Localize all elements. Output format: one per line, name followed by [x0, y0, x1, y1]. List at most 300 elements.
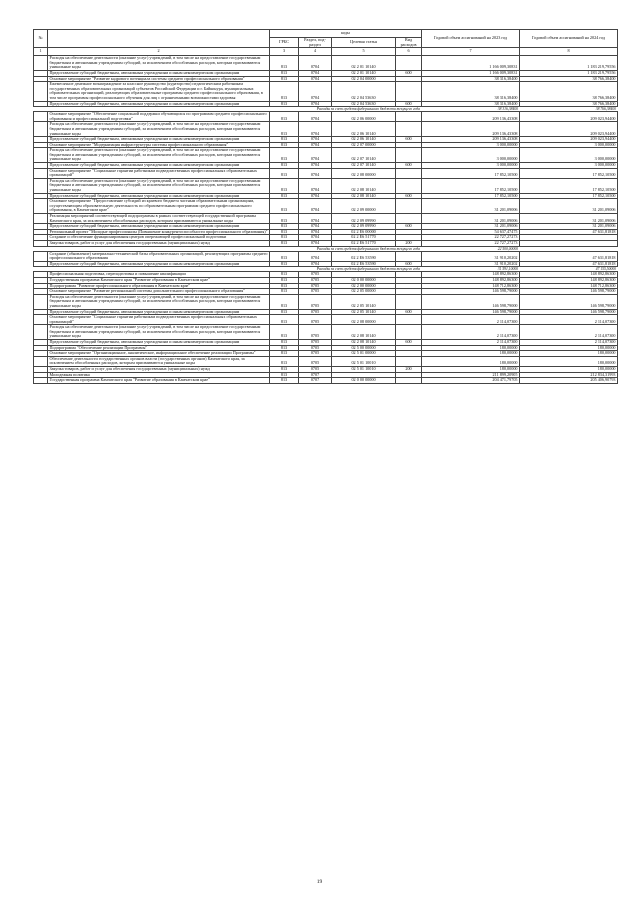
row-cs: 02 5 01 00000 [332, 351, 396, 357]
row-vr [396, 315, 422, 325]
row-grbs: 813 [270, 56, 299, 71]
row-grbs: 813 [270, 224, 299, 230]
table-row [34, 378, 618, 384]
table-row [34, 122, 618, 137]
row-2024: 205 406,90793 [520, 378, 618, 384]
colnum-4: 4 [299, 48, 332, 56]
row-razdel: 0704 [299, 76, 332, 82]
table-body [34, 56, 618, 384]
row-num [34, 112, 48, 122]
row-2024: 38 766,38400 [520, 76, 618, 82]
table-row [34, 251, 618, 261]
row-vr: 600 [396, 261, 422, 267]
funding-note-2024: 38 766,38400 [595, 107, 616, 112]
row-razdel: 0705 [299, 294, 332, 309]
funding-note: Расходы за счет средств федерального бюджета текущего года [316, 246, 420, 251]
row-grbs: 813 [270, 122, 299, 137]
row-razdel: 0705 [299, 345, 332, 351]
row-2023: 17 852,10500 [422, 193, 520, 199]
funding-note: Расходы за счет средств федерального бюджета текущего года [316, 107, 420, 112]
row-vr: 600 [396, 70, 422, 76]
row-2023: 22 727,27273 [422, 240, 520, 246]
row-2023: 209 136,43308 [422, 137, 520, 143]
row-grbs: 813 [270, 315, 299, 325]
row-2023: 22 727,27273 [422, 235, 520, 241]
col-desc [48, 30, 270, 48]
row-2024: 47 631,81818 [520, 261, 618, 267]
row-2024: 17 852,10500 [520, 178, 618, 193]
row-cs: 02 2 06 10140 [332, 122, 396, 137]
row-grbs: 813 [270, 199, 299, 214]
row-desc: Расходы на обеспечение деятельности (оказание услуг) учреждений, в том числе на предоставление государственным бюджетным и автономным учреждениям субсидий, за исключением обособленных расходов, которым присваиваются уникальные коды [48, 148, 270, 163]
row-grbs: 813 [270, 163, 299, 169]
table-row [34, 178, 618, 193]
row-2023: 31 201,09006 [422, 199, 520, 214]
row-razdel: 0704 [299, 101, 332, 107]
row-2024: 180,00000 [520, 356, 618, 366]
row-vr [396, 251, 422, 261]
row-desc: Основное мероприятие "Модернизация инфраструктуры системы профессионального образования" [48, 142, 270, 148]
row-2023: 148 712,86300 [422, 283, 520, 289]
row-desc: Основное мероприятие "Организационное, аналитическое, информационное обеспечение реализации Программы" [48, 351, 270, 357]
row-2023: 146 598,79000 [422, 309, 520, 315]
row-vr [396, 148, 422, 163]
row-2023: 31 910,20202 [422, 261, 520, 267]
row-2023: 180,00000 [422, 351, 520, 357]
row-desc: Закупка товаров, работ и услуг для обеспечения государственных (муниципальных) нужд [48, 240, 270, 246]
row-desc: Основное мероприятие "Предоставление субсидий из краевого бюджета частным образовательным организациям, осуществляющим образовательную деятельность по образовательным программам среднего профессионального образования, в Камчатском крае" [48, 199, 270, 214]
row-2024: 180,00000 [520, 345, 618, 351]
row-razdel: 0704 [299, 148, 332, 163]
row-2024: 3 000,00000 [520, 163, 618, 169]
row-razdel: 0704 [299, 235, 332, 241]
row-razdel: 0704 [299, 70, 332, 76]
row-razdel: 0704 [299, 261, 332, 267]
row-razdel: 0705 [299, 325, 332, 340]
colnum-5: 5 [332, 48, 396, 56]
row-desc: Расходы на обеспечение деятельности (оказание услуг) учреждений, в том числе на предоставление государственным бюджетным и автономным учреждениям субсидий, за исключением обособленных расходов, которым присваиваются уникальные коды [48, 122, 270, 137]
row-cs: 02 2 Е6 00000 [332, 229, 396, 235]
row-grbs: 813 [270, 261, 299, 267]
row-desc: Предоставление субсидий бюджетным, автономным учреждениям и иным некоммерческим организациям [48, 193, 270, 199]
row-cs: 02 2 Е6 51770 [332, 235, 396, 241]
row-2024: 148 892,86300 [520, 272, 618, 278]
row-vr [396, 325, 422, 340]
row-cs: 02 2 06 10140 [332, 137, 396, 143]
row-grbs: 813 [270, 372, 299, 378]
row-vr [396, 122, 422, 137]
row-grbs: 813 [270, 309, 299, 315]
row-cs: 02 2 05 10140 [332, 309, 396, 315]
row-2023: 204 471,79705 [422, 378, 520, 384]
row-cs: 02 2 05 00000 [332, 289, 396, 295]
row-num [34, 378, 48, 384]
table-row [34, 294, 618, 309]
row-vr [396, 356, 422, 366]
row-desc: Предоставление субсидий бюджетным, автономным учреждениям и иным некоммерческим организациям [48, 163, 270, 169]
row-2024: 31 201,09006 [520, 224, 618, 230]
row-2023: 211 899,20905 [422, 372, 520, 378]
row-desc: Предоставление субсидий бюджетным, автономным учреждениям и иным некоммерческим организациям [48, 261, 270, 267]
row-razdel: 0704 [299, 163, 332, 169]
row-vr [396, 199, 422, 214]
row-num [34, 82, 48, 101]
row-2023: 209 136,43308 [422, 122, 520, 137]
row-desc: Основное мероприятие "Обеспечение социальной поддержки обучающихся по программам среднего профессионального образования и профессиональной подготовки" [48, 112, 270, 122]
row-razdel: 0704 [299, 240, 332, 246]
row-2023: 3 000,00000 [422, 142, 520, 148]
row-grbs: 813 [270, 168, 299, 178]
row-grbs: 813 [270, 193, 299, 199]
row-razdel: 0704 [299, 137, 332, 143]
row-2024: 47 631,81818 [520, 229, 618, 235]
table-row [34, 56, 618, 71]
row-grbs: 813 [270, 229, 299, 235]
row-razdel: 0705 [299, 309, 332, 315]
row-2024: 146 598,79000 [520, 309, 618, 315]
row-desc: Обеспечение деятельности государственных органов власти (государственных органов) Камчатского края, за исключением обособленных расходов, которым присваиваются уникальные коды [48, 356, 270, 366]
row-grbs: 813 [270, 378, 299, 384]
colnum-8: 8 [520, 48, 618, 56]
row-desc: Региональный проект "Молодые профессионалы (Повышение конкурентоспособности профессионального образования)" [48, 229, 270, 235]
row-grbs: 813 [270, 82, 299, 101]
table-row [34, 82, 618, 101]
row-desc: Государственная программа Камчатского края "Развитие образования в Камчатском крае" [48, 277, 270, 283]
row-2024: 38 766,38400 [520, 101, 618, 107]
row-cs: 02 2 04 53630 [332, 82, 396, 101]
row-vr [396, 82, 422, 101]
row-grbs: 813 [270, 214, 299, 224]
row-num [34, 294, 48, 309]
row-cs: 02 5 01 10010 [332, 356, 396, 366]
row-2024: 209 023,94400 [520, 122, 618, 137]
colnum-7: 7 [422, 48, 520, 56]
row-desc: Предоставление субсидий бюджетным, автономным учреждениям и иным некоммерческим организациям [48, 101, 270, 107]
row-razdel: 0707 [299, 372, 332, 378]
row-2024: 146 598,79000 [520, 289, 618, 295]
row-2023: 180,00000 [422, 367, 520, 373]
row-vr [396, 112, 422, 122]
row-cs: 02 2 08 10140 [332, 193, 396, 199]
row-grbs: 813 [270, 351, 299, 357]
row-razdel: 0704 [299, 168, 332, 178]
colnum-6: 6 [396, 48, 422, 56]
row-desc: Создание (обновление) материально-технической базы образовательных организаций, реализующих программы среднего профессионального образования [48, 251, 270, 261]
row-razdel: 0707 [299, 378, 332, 384]
row-num [34, 356, 48, 366]
row-2023: 3 000,00000 [422, 148, 520, 163]
row-vr: 600 [396, 193, 422, 199]
row-2023: 146 598,79000 [422, 289, 520, 295]
row-cs: 02 2 01 10140 [332, 56, 396, 71]
col-grbs: ГРБС [270, 38, 299, 48]
row-cs: 02 2 08 00000 [332, 315, 396, 325]
row-vr [396, 294, 422, 309]
row-2023: 209 136,43308 [422, 112, 520, 122]
row-razdel: 0705 [299, 272, 332, 278]
row-cs: 02 2 05 10140 [332, 294, 396, 309]
table-row [34, 168, 618, 178]
row-razdel: 0704 [299, 229, 332, 235]
row-vr: 600 [396, 224, 422, 230]
row-grbs: 813 [270, 345, 299, 351]
row-razdel: 0705 [299, 283, 332, 289]
funding-note-2023: 38 316,38400 [497, 107, 518, 112]
col-codes: коды [270, 30, 422, 38]
row-2024: 212 834,31993 [520, 372, 618, 378]
row-grbs: 813 [270, 137, 299, 143]
row-2023: 180,00000 [422, 356, 520, 366]
row-2023: 54 637,47475 [422, 229, 520, 235]
row-grbs: 813 [270, 277, 299, 283]
row-cs: 02 2 08 10140 [332, 325, 396, 340]
row-2023: 2 114,07300 [422, 315, 520, 325]
row-2023: 2 114,07300 [422, 325, 520, 340]
row-cs: 02 2 08 00000 [332, 168, 396, 178]
row-cs: 02 2 07 10140 [332, 163, 396, 169]
row-desc: Предоставление субсидий бюджетным, автономным учреждениям и иным некоммерческим организациям [48, 340, 270, 346]
row-vr [396, 214, 422, 224]
row-grbs: 813 [270, 148, 299, 163]
row-cs: 02 2 08 10140 [332, 340, 396, 346]
row-razdel: 0705 [299, 277, 332, 283]
row-desc: Молодежная политика [48, 372, 270, 378]
row-razdel: 0704 [299, 178, 332, 193]
budget-table [33, 29, 618, 384]
row-desc: Предоставление субсидий бюджетным, автономным учреждениям и иным некоммерческим организациям [48, 309, 270, 315]
row-grbs: 813 [270, 283, 299, 289]
row-cs: 02 2 01 10140 [332, 70, 396, 76]
row-2024: 31 201,09006 [520, 199, 618, 214]
row-num [34, 148, 48, 163]
table-row [34, 112, 618, 122]
row-desc: Предоставление субсидий бюджетным, автономным учреждениям и иным некоммерческим организациям [48, 137, 270, 143]
row-grbs: 813 [270, 70, 299, 76]
row-razdel: 0704 [299, 142, 332, 148]
row-desc: Основное мероприятие "Социальные гарантии работникам подведомственных профессиональных образовательных организаций" [48, 168, 270, 178]
row-vr [396, 378, 422, 384]
table-row [34, 148, 618, 163]
row-razdel: 0704 [299, 224, 332, 230]
row-2023: 1 166 009,30831 [422, 56, 520, 71]
row-2024: 148 712,86300 [520, 283, 618, 289]
row-grbs: 813 [270, 178, 299, 193]
row-desc: Подпрограмма "Развитие профессионального образования в Камчатском крае" [48, 283, 270, 289]
row-razdel: 0704 [299, 193, 332, 199]
row-desc: Основное мероприятие "Развитие кадрового потенциала системы среднего профессионального образования" [48, 76, 270, 82]
row-desc: Подпрограмма "Обеспечение реализации Программы" [48, 345, 270, 351]
row-num [34, 122, 48, 137]
row-desc: Создание и обеспечение функционирования центров опережающей профессиональной подготовки [48, 235, 270, 241]
row-2024: 1 183 219,79556 [520, 56, 618, 71]
table-row [34, 315, 618, 325]
col-num: № [34, 30, 48, 48]
row-grbs: 813 [270, 294, 299, 309]
row-desc: Основное мероприятие "Социальные гарантии работникам подведомственных профессиональных образовательных организаций" [48, 315, 270, 325]
row-cs: 02 2 08 10140 [332, 178, 396, 193]
row-razdel: 0705 [299, 315, 332, 325]
row-num [34, 178, 48, 193]
row-desc: Предоставление субсидий бюджетным, автономным учреждениям и иным некоммерческим организациям [48, 224, 270, 230]
row-vr [396, 168, 422, 178]
row-grbs: 813 [270, 240, 299, 246]
row-vr: 600 [396, 309, 422, 315]
row-num [34, 168, 48, 178]
row-razdel: 0705 [299, 289, 332, 295]
row-2024: 38 766,38400 [520, 82, 618, 101]
row-razdel: 0704 [299, 56, 332, 71]
table-row [34, 199, 618, 214]
row-2023: 17 852,10500 [422, 168, 520, 178]
row-cs: 02 2 09 00000 [332, 199, 396, 214]
row-2024: 31 201,09006 [520, 214, 618, 224]
row-vr: 200 [396, 367, 422, 373]
row-2023: 38 316,38400 [422, 101, 520, 107]
row-num [34, 315, 48, 325]
row-desc: Реализация мероприятий соответствующей подпрограммы в рамках соответствующей государственной программы Камчатского края, за исключением обособленных расходов, которым присваиваются уникальные коды [48, 214, 270, 224]
row-2024: 3 000,00000 [520, 148, 618, 163]
row-2024: 3 000,00000 [520, 142, 618, 148]
row-2023: 38 316,38400 [422, 82, 520, 101]
row-num [34, 199, 48, 214]
row-grbs: 813 [270, 142, 299, 148]
row-2023: 148 892,86300 [422, 277, 520, 283]
row-2024: 2 114,07300 [520, 340, 618, 346]
row-2024: 209 023,94400 [520, 137, 618, 143]
row-2024: 1 183 219,79556 [520, 70, 618, 76]
row-cs: 02 2 00 00000 [332, 283, 396, 289]
row-2024: 209 023,94400 [520, 112, 618, 122]
row-2024: 17 852,10500 [520, 168, 618, 178]
row-razdel: 0705 [299, 367, 332, 373]
row-cs: 02 2 07 00000 [332, 142, 396, 148]
row-num [34, 214, 48, 224]
row-2023: 31 201,09006 [422, 214, 520, 224]
row-grbs: 813 [270, 235, 299, 241]
col-vr: Вид расходов [396, 38, 422, 48]
row-2023: 31 910,20202 [422, 251, 520, 261]
row-cs: 02 5 01 10010 [332, 367, 396, 373]
row-2024: 180,00000 [520, 351, 618, 357]
row-2023: 38 316,38400 [422, 76, 520, 82]
row-2023: 180,00000 [422, 345, 520, 351]
row-2023: 1 166 009,30831 [422, 70, 520, 76]
row-razdel: 0704 [299, 122, 332, 137]
row-2024: 146 598,79000 [520, 294, 618, 309]
row-2023: 148 892,86300 [422, 272, 520, 278]
row-cs: 02 2 04 00000 [332, 76, 396, 82]
row-num [34, 325, 48, 340]
row-cs: 02 0 00 00000 [332, 277, 396, 283]
row-vr: 600 [396, 101, 422, 107]
row-2024: 2 114,07300 [520, 325, 618, 340]
row-razdel: 0704 [299, 214, 332, 224]
row-desc: Расходы на обеспечение деятельности (оказание услуг) учреждений, в том числе на предоставление государственным бюджетным и автономным учреждениям субсидий, за исключением обособленных расходов, которым присваиваются уникальные коды [48, 56, 270, 71]
row-razdel: 0705 [299, 356, 332, 366]
row-desc: Ежемесячное денежное вознаграждение за классное руководство (кураторство) педагогическим работникам государственных образовательных организаций субъектов Российской Федерации и г. Байконура, муниципальных образовательных организаций, реализующих образовательные программы среднего профессионального образования, в том числе программы профессионального обучения для лиц с ограниченными возможностями здоровья [48, 82, 270, 101]
row-cs: 02 2 Е6 53590 [332, 251, 396, 261]
row-cs: 02 2 Е6 53590 [332, 261, 396, 267]
row-grbs: 813 [270, 325, 299, 340]
row-grbs: 813 [270, 251, 299, 261]
col-2024: Годовой объем ассигнований на 2024 год [520, 30, 618, 48]
row-razdel: 0705 [299, 351, 332, 357]
row-desc: Расходы на обеспечение деятельности (оказание услуг) учреждений, в том числе на предоставление государственным бюджетным и автономным учреждениям субсидий, за исключением обособленных расходов, которым присваиваются уникальные коды [48, 178, 270, 193]
row-2023: 17 852,10500 [422, 178, 520, 193]
row-desc: Предоставление субсидий бюджетным, автономным учреждениям и иным некоммерческим организациям [48, 70, 270, 76]
row-grbs: 813 [270, 356, 299, 366]
col-cs: Целевая статья [332, 38, 396, 48]
row-2024: 17 852,10500 [520, 193, 618, 199]
row-grbs: 813 [270, 289, 299, 295]
row-vr: 600 [396, 163, 422, 169]
row-razdel: 0704 [299, 199, 332, 214]
row-vr [396, 178, 422, 193]
row-desc: Государственная программа Камчатского края "Развитие образования в Камчатском крае" [48, 378, 270, 384]
colnum-2: 2 [48, 48, 270, 56]
table-row [34, 214, 618, 224]
row-desc: Профессиональная подготовка, переподготовка и повышение квалификации [48, 272, 270, 278]
row-cs: 02 2 07 10140 [332, 148, 396, 163]
row-desc: Расходы на обеспечение деятельности (оказание услуг) учреждений, в том числе на предоставление государственным бюджетным и автономным учреждениям субсидий, за исключением обособленных расходов, которым присваиваются уникальные коды [48, 325, 270, 340]
row-cs: 02 2 04 53630 [332, 101, 396, 107]
funding-note-2023: 31 591,10000 [497, 267, 518, 272]
row-razdel: 0704 [299, 82, 332, 101]
row-grbs: 813 [270, 272, 299, 278]
row-2024: 148 892,86300 [520, 277, 618, 283]
row-2024: 180,00000 [520, 367, 618, 373]
row-grbs: 813 [270, 76, 299, 82]
row-razdel: 0704 [299, 112, 332, 122]
row-2024: 47 631,81818 [520, 251, 618, 261]
row-2023: 3 000,00000 [422, 163, 520, 169]
row-cs: 02 5 00 00000 [332, 345, 396, 351]
colnum-3: 3 [270, 48, 299, 56]
budget-table-sheet [33, 29, 617, 384]
row-num [34, 251, 48, 261]
table-header [34, 30, 618, 56]
table-row [34, 356, 618, 366]
row-razdel: 0705 [299, 340, 332, 346]
row-2023: 2 114,07300 [422, 340, 520, 346]
row-vr: 600 [396, 137, 422, 143]
row-grbs: 813 [270, 340, 299, 346]
row-2024: 2 114,07300 [520, 315, 618, 325]
funding-note: Расходы за счет средств федерального бюджета текущего года [316, 267, 420, 272]
row-desc: Расходы на обеспечение деятельности (оказание услуг) учреждений, в том числе на предоставление государственным бюджетным и автономным учреждениям субсидий, за исключением обособленных расходов, которым присваиваются уникальные коды [48, 294, 270, 309]
row-desc: Закупка товаров, работ и услуг для обеспечения государственных (муниципальных) нужд [48, 367, 270, 373]
row-2023: 31 201,09006 [422, 224, 520, 230]
row-razdel: 0704 [299, 251, 332, 261]
col-2023: Годовой объем ассигнований на 2023 год [422, 30, 520, 48]
row-cs: 02 2 Е6 51770 [332, 240, 396, 246]
row-vr: 200 [396, 240, 422, 246]
row-desc: Основное мероприятие "Развитие региональной системы дополнительного профессионального образования" [48, 289, 270, 295]
row-grbs: 813 [270, 112, 299, 122]
funding-note-2023: 22 500,00000 [497, 246, 518, 251]
row-vr [396, 56, 422, 71]
page-number: 19 [316, 879, 323, 885]
row-grbs: 813 [270, 367, 299, 373]
row-grbs: 813 [270, 101, 299, 107]
col-razdel: Раздел, под- раздел [299, 38, 332, 48]
row-vr: 600 [396, 340, 422, 346]
row-cs: 02 2 09 09990 [332, 224, 396, 230]
row-num [34, 56, 48, 71]
row-2023: 146 598,79000 [422, 294, 520, 309]
funding-note-2024: 47 155,50000 [595, 267, 616, 272]
row-cs: 02 0 00 00000 [332, 378, 396, 384]
